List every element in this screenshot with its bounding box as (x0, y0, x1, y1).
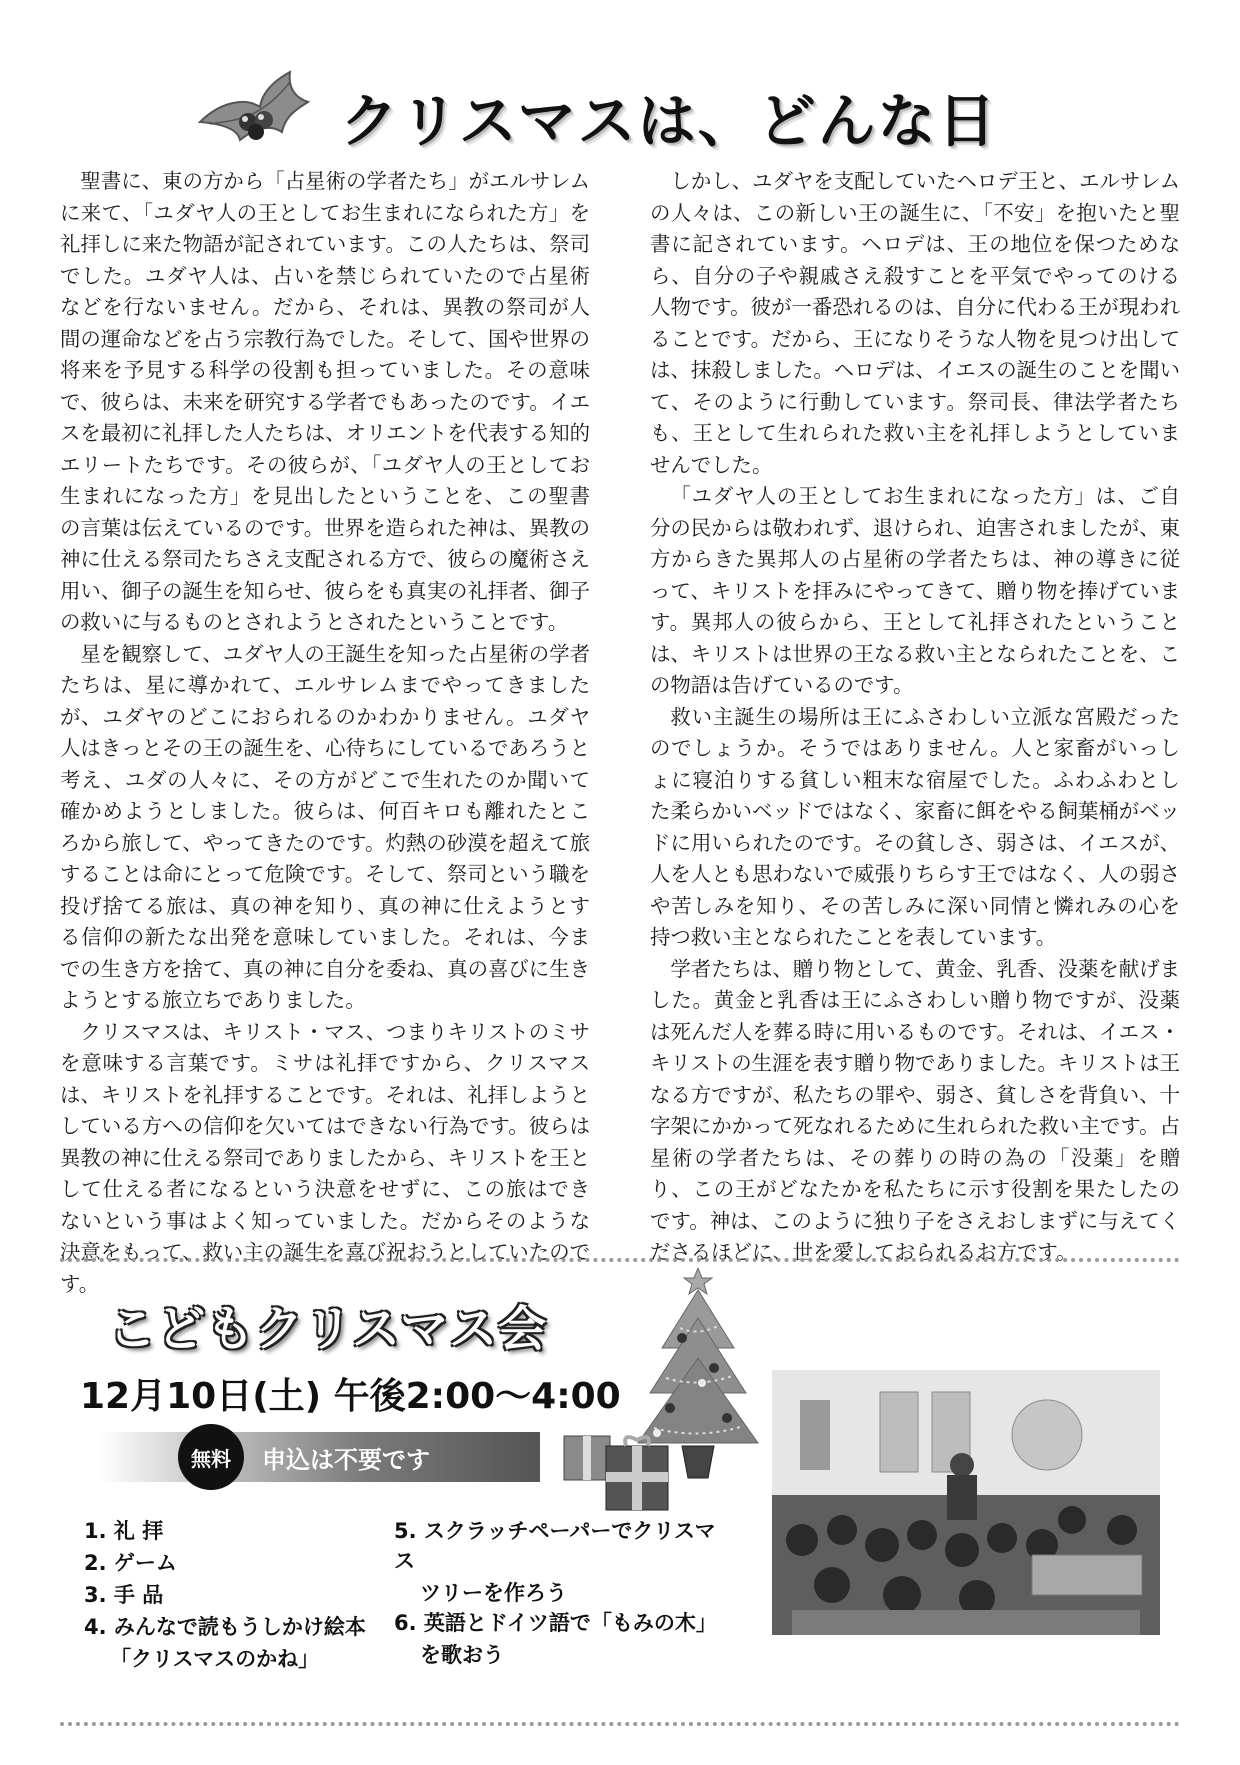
program-item: 3. 手 品 (84, 1583, 164, 1607)
article-paragraph: しかし、ユダヤを支配していたヘロデ王と、エルサレムの人々は、この新しい王の誕生に、「不安」を抱いたと聖書に記されています。ヘロデは、王の地位を保つためなら、自分の子や親戚さえ殺すことを平気でやってのける人物です。彼が一番恐れるのは、自分に代わる王が現われることです。だから、王になりそうな人物を見つけ出しては、抹殺しました。ヘロデは、イエスの誕生のことを聞いて、そのように行動しています。祭司長、律法学者たちも、王として生れられた救い主を礼拝しようとしていませんでした。 (650, 169, 1180, 477)
program-list-right (394, 1516, 734, 1670)
article-paragraph: 「ユダヤ人の王としてお生まれになった方」は、ご自分の民からは敬われず、退けられ、迫害されましたが、東方からきた異邦人の占星術の学者たちは、神の導きに従って、キリストを拝みにやってきて、贈り物を捧げています。異邦人の彼らから、王として礼拝されたということは、キリストは世界の王なる救い主となられたことを、この物語は告げているのです。 (650, 484, 1180, 697)
article-paragraph: クリスマスは、キリスト・マス、つまりキリストのミサを意味する言葉です。ミサは礼拝ですから、クリスマスは、キリストを礼拝することです。それは、礼拝しようとしている方への信仰を欠いてはできない行為です。彼らは異教の神に仕える祭司でありましたから、キリストを王として仕える者になるという決意をせずに、この旅はできないという事はよく知っていました。だからそのような決意をもって、救い主の誕生を喜び祝おうとしていたのです。 (60, 1019, 590, 1296)
article-paragraph: 星を観察して、ユダヤ人の王誕生を知った占星術の学者たちは、星に導かれて、エルサレムまでやってきましたが、ユダヤのどこにおられるのかわかりません。ユダヤ人はきっとその王の誕生を、心待ちにしているであろうと考え、ユダの人々に、その方がどこで生れたのか聞いて確かめようとしました。彼らは、何百キロも離れたところから旅して、やってきたのです。灼熱の砂漠を超えて旅することは命にとって危険です。そして、祭司という職を投げ捨てる旅は、真の神を知り、真の神に仕えようとする信仰の新たな出発を意味していました。それは、今までの生き方を捨て、真の神に自分を委ね、真の喜びに生きようとする旅立ちでありました。 (60, 641, 590, 1012)
dotted-divider (60, 1722, 1180, 1726)
article-paragraph: 救い主誕生の場所は王にふさわしい立派な宮殿だったのでしょうか。そうではありません。人と家畜がいっしょに寝泊りする貧しい粗末な宿屋でした。ふわふわとした柔らかいベッドではなく、家畜に餌をやる飼葉桶がベッドに用いられたのです。その貧しさ、弱さは、イエスが、人を人とも思わないで威張りちらす王ではなく、人の弱さや苦しみを知り、その苦しみに深い同情と憐れみの心を持つ救い主となられたことを表しています。 (650, 704, 1180, 949)
program-item: 6. 英語とドイツ語で「もみの木」 (394, 1611, 717, 1635)
dotted-divider (60, 1258, 1180, 1262)
program-item-sub: を歌おう (420, 1643, 504, 1667)
fee-badge: 無料 (178, 1424, 244, 1490)
article-right-column (650, 166, 1180, 1269)
program-item: 5. スクラッチペーパーでクリスマス (394, 1519, 716, 1573)
program-item-sub: 「クリスマスのかね」 (110, 1647, 320, 1671)
event-photo (772, 1370, 1160, 1635)
program-list-left (84, 1516, 424, 1674)
program-item: 1. 礼 拝 (84, 1519, 164, 1543)
program-item: 4. みんなで読もうしかけ絵本 (84, 1615, 366, 1639)
article-header (190, 62, 1090, 155)
program-item-sub: ツリーを作ろう (420, 1581, 567, 1605)
event-photo-image (772, 1370, 1160, 1635)
registration-note: 申込は不要です (262, 1446, 430, 1474)
holly-icon (190, 62, 320, 152)
article-left-column (60, 166, 590, 1300)
article-paragraph: 学者たちは、贈り物として、黄金、乳香、没薬を献げました。黄金と乳香は王にふさわしい贈り物ですが、没薬は死んだ人を葬る時に用いるものです。それは、イエス・キリストの生涯を表す贈り物でありました。キリストは王なる方ですが、私たちの罪や、弱さ、貧しさを背負い、十字架にかかって死なれるために生れられた救い主です。占星術の学者たちは、その葬りの時の為の「没薬」を贈り、この王がどなたかを私たちに示す役割を果たしたのです。神は、このように独り子をさえおしまずに与えてくださるほどに、世を愛しておられるお方です。 (650, 956, 1180, 1264)
program-item: 2. ゲーム (84, 1551, 177, 1575)
article-paragraph: 聖書に、東の方から「占星術の学者たち」がエルサレムに来て、「ユダヤ人の王としてお生まれになられた方」を礼拝しに来た物語が記されています。この人たちは、祭司でした。ユダヤ人は、占いを禁じられていたので占星術などを行ないません。だから、それは、異教の祭司が人間の運命などを占う宗教行為でした。そして、国や世界の将来を予見する科学の役割も担っていました。その意味で、彼らは、未来を研究する学者でもあったのです。イエスを最初に礼拝した人たちは、オリエントを代表する知的エリートたちです。その彼らが、「ユダヤ人の王としてお生まれになった方」を見出したということを、この聖書の言葉は伝えているのです。世界を造られた神は、異教の神に仕える祭司たちさえ支配される方で、彼らの魔術さえ用い、御子の誕生を知らせ、彼らをも真実の礼拝者、御子の救いに与るものとされようとされたということです。 (60, 169, 590, 634)
page-title: クリスマスは、どんな日 (340, 87, 998, 155)
event-title: こどもクリスマス会 (108, 1301, 548, 1357)
event-date: 12月10日(土) 午後2:00～4:00 (80, 1376, 621, 1417)
christmas-tree-icon (562, 1268, 762, 1518)
